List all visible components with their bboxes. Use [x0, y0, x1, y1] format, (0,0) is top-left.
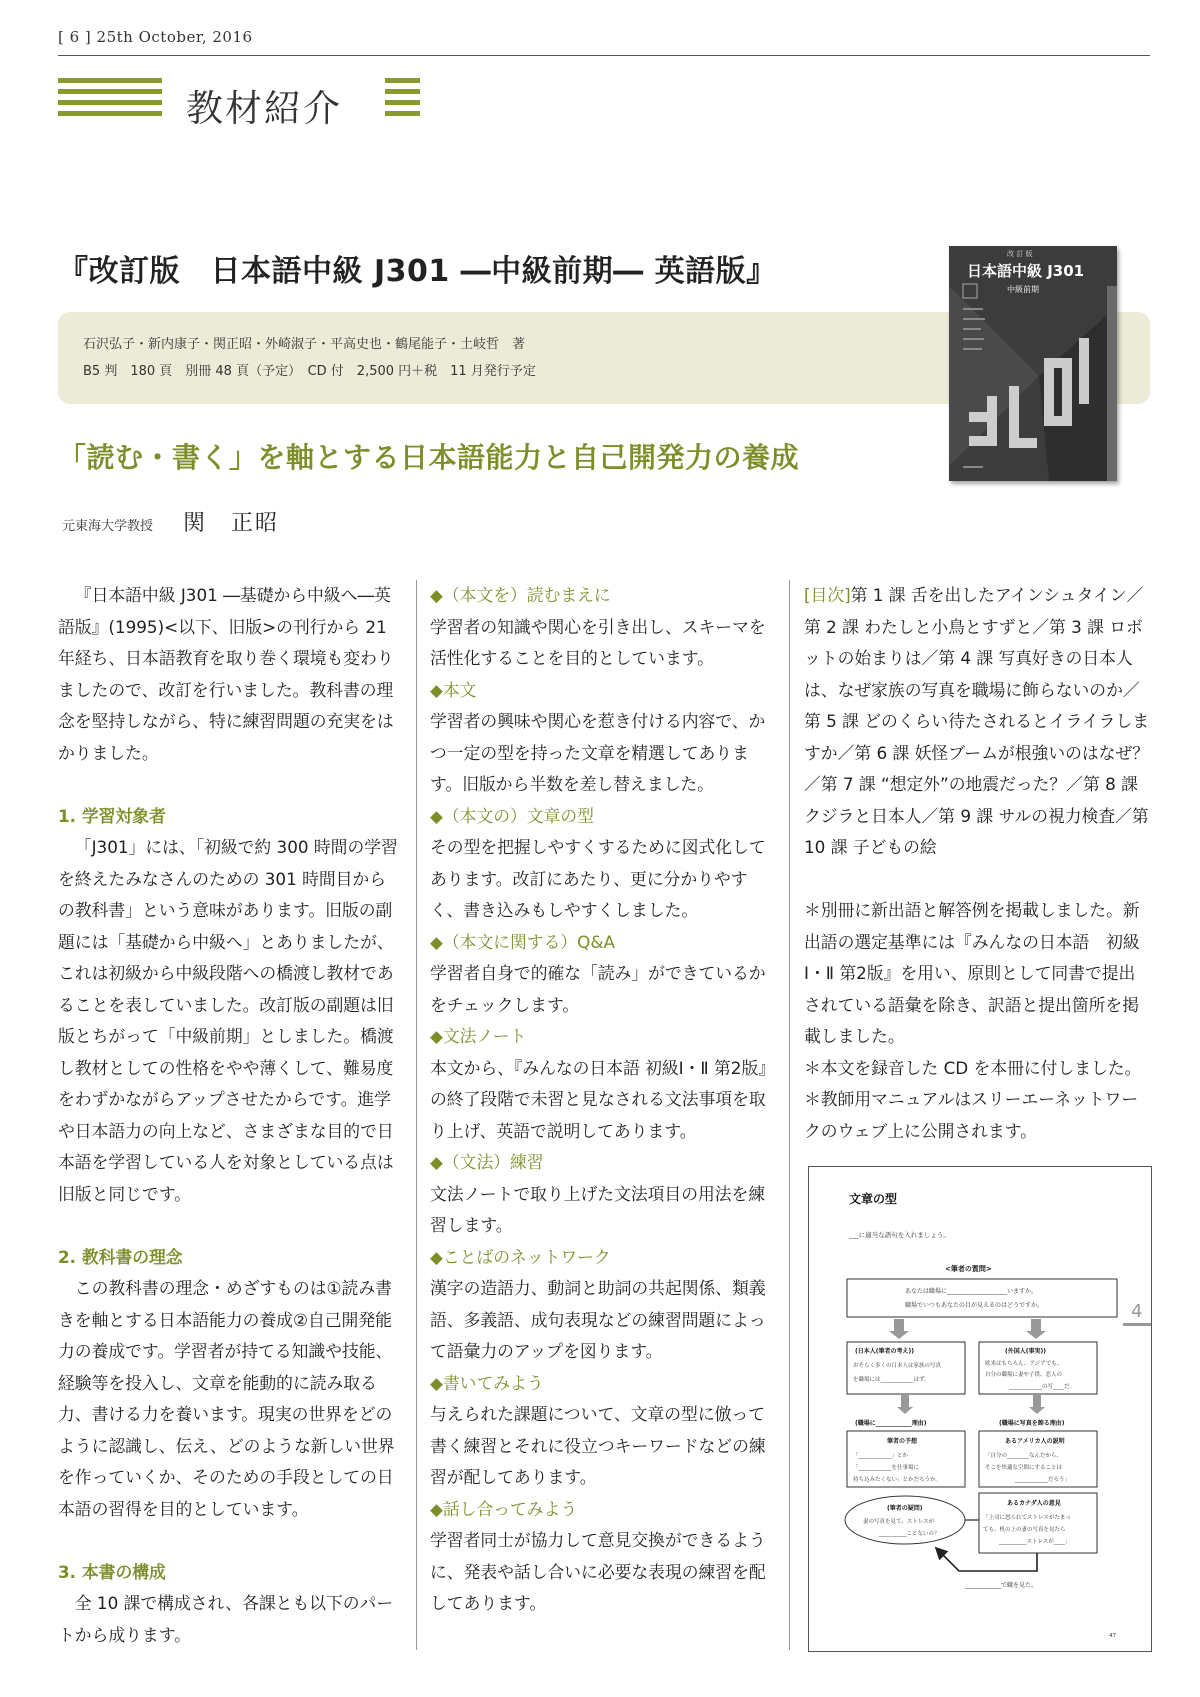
- toc-label: [目次]: [804, 585, 851, 605]
- fig-canadian-line3: __________ストレスが____」: [999, 1539, 1071, 1545]
- part-text-writing: 与えられた課題について、文章の型に倣って書く練習とそれに役立つキーワードなどの練習が配してあります。: [430, 1404, 766, 1487]
- fig-question-title: (筆者の疑問): [887, 1505, 923, 1512]
- fig-mid-right-label: (職場に写真を飾る理由): [999, 1420, 1065, 1427]
- section-title: 教材紹介: [186, 87, 342, 130]
- part-heading-writing: ◆書いてみよう: [430, 1372, 544, 1393]
- part-heading-qa: ◆（本文に関する）Q&A: [430, 931, 615, 952]
- page-folio: [ 6 ] 25th October, 2016: [58, 28, 253, 46]
- fig-page-number: 47: [1109, 1633, 1116, 1639]
- intro-paragraph: 『日本語中級 J301 ―基礎から中級へ―英語版』(1995)<以下、旧版>の刊行から 21 年経ち、日本語教育を取り巻く環境も変わりましたので、改訂を行いました。教科書の理念を堅持しながら、特に練習問題の充実をはかりました。: [58, 585, 394, 763]
- author-name: 関 正昭: [183, 511, 280, 536]
- article-headline: 「読む・書く」を軸とする日本語能力と自己開発力の養成: [58, 441, 800, 474]
- fig-question-line1: 妻の写真を見て、ストレスが: [863, 1519, 935, 1525]
- part-text-text-pattern: その型を把握しやすくするために図式化してあります。改訂にあたり、更に分かりやすく、書き込みもしやすくしました。: [430, 837, 766, 920]
- fig-left-label: (日本人(筆者の考え)): [855, 1348, 914, 1355]
- book-authors: 石沢弘子・新内康子・関正昭・外崎淑子・平高史也・鶴尾能子・土岐哲 著: [83, 337, 526, 352]
- column-divider-2: [789, 580, 790, 1650]
- part-heading-text-pattern: ◆（本文の）文章の型: [430, 805, 594, 826]
- column-3: [804, 580, 1150, 1147]
- title-stripes-right: [385, 78, 420, 122]
- fig-left-line2: を職場には____________はず。: [853, 1377, 930, 1383]
- note-cd: ＊本文を録音した CD を本冊に付しました。: [804, 1057, 1142, 1078]
- fig-right-label: (外国人(事実)): [1005, 1348, 1046, 1355]
- fig-bottom-line: ____________で職を見た。: [965, 1582, 1038, 1589]
- fig-mid-left-label: (職場に____________理由): [855, 1420, 927, 1427]
- fig-author-guess-line1: 「____________」とか: [853, 1453, 909, 1459]
- fig-right-line3: ____________の写____だ。: [1009, 1384, 1076, 1390]
- fig-tab-bar: [1123, 1323, 1151, 1326]
- philosophy-paragraph: この教科書の理念・めざすものは①読み書きを軸とする日本語能力の養成②自己開発能力の養成です。学習者が持てる知識や技能、経験等を投入し、文章を能動的に読み取る力、書ける力を養います。現実の世界をどのように認識し、伝え、どのような新しい世界を作っていくか、そのための手段としての日本語の習得を目的としています。: [58, 1278, 395, 1519]
- fig-top-line1: あなたは職場に____________________いますか。: [905, 1288, 1038, 1295]
- heading-philosophy: 2. 教科書の理念: [58, 1246, 183, 1267]
- fig-american-title: あるアメリカ人の説明: [1005, 1438, 1065, 1445]
- part-text-grammar-practice: 文法ノートで取り上げた文法項目の用法を練習します。: [430, 1183, 766, 1235]
- book-cover-art: [949, 246, 1117, 481]
- fig-american-line1: 「自分の________なんだから、: [985, 1453, 1063, 1459]
- learners-paragraph: 「J301」には、「初級で約 300 時間の学習を終えたみなさんのための 301 時間目からの教科書」という意味があります。旧版の副題には「基礎から中級へ」とありましたが、これは初級から中級段階への橋渡し教材であることを表していました。改訂版の副題は旧版とちがって「中級前期」としました。橋渡し教材としての性格をやや薄くして、難易度をわずかながらアップさせたからです。進学や日本語力の向上など、さまざまな目的で日本語を学習している人を対象としている点は旧版と同じです。: [58, 837, 398, 1204]
- note-teacher-manual: ＊教師用マニュアルはスリーエーネットワークのウェブ上に公開されます。: [804, 1089, 1139, 1141]
- part-heading-grammar-practice: ◆（文法）練習: [430, 1152, 544, 1172]
- table-of-contents: [804, 580, 1150, 864]
- header-rule: [58, 55, 1150, 56]
- fig-top-box: [847, 1279, 1117, 1317]
- fig-author-guess-line2: 「____________を仕事場に: [853, 1465, 920, 1471]
- fig-return-arrow: [937, 1549, 1037, 1571]
- structure-paragraph: 全 10 課で構成され、各課とも以下のパートから成ります。: [58, 1593, 394, 1645]
- fig-down-arrows-2: [897, 1395, 1045, 1414]
- fig-right-line1: 欧米はもちろん、アジアでも、: [985, 1361, 1063, 1367]
- fig-american-line3: ____________だろう」: [1015, 1477, 1071, 1483]
- part-text-main-text: 学習者の興味や関心を惹き付ける内容で、かつ一定の型を持った文章を精選してあります。旧版から半数を差し替えました。: [430, 711, 766, 794]
- author-affiliation: 元東海大学教授: [62, 519, 154, 534]
- part-heading-main-text: ◆本文: [430, 679, 477, 700]
- book-details: B5 判 180 頁 別冊 48 頁（予定） CD 付 2,500 円＋税 11 月発行予定: [83, 364, 536, 379]
- part-text-qa: 学習者自身で的確な「読み」ができているかをチェックします。: [430, 963, 766, 1015]
- fig-top-label: <筆者の質問>: [945, 1265, 992, 1273]
- part-text-discussion: 学習者同士が協力して意見交換ができるように、発表や話し合いに必要な表現の練習を配してあります。: [430, 1530, 766, 1613]
- cover-subtitle: 中級前期: [1007, 285, 1039, 294]
- column-2: [430, 580, 775, 1620]
- column-1: [58, 580, 402, 1651]
- fig-question-line2: __________ことないの？: [879, 1531, 940, 1537]
- part-heading-discussion: ◆話し合ってみよう: [430, 1498, 578, 1519]
- part-heading-before-reading: ◆（本文を）読むまえに: [430, 585, 611, 605]
- fig-american-line2: そこを快適な空間にすることは: [985, 1465, 1063, 1471]
- fig-top-line2: 職場でいつもあなたの目が見えるのはどうですか。: [905, 1302, 1044, 1309]
- sample-page-diagram: [809, 1167, 1151, 1651]
- heading-structure: 3. 本書の構成: [58, 1561, 166, 1582]
- part-heading-grammar-notes: ◆文法ノート: [430, 1026, 527, 1046]
- column-divider-1: [416, 580, 417, 1650]
- sample-page-figure: [808, 1166, 1152, 1652]
- fig-down-arrows: [889, 1319, 1046, 1339]
- fig-right-line2: 自分の職場に妻や子供、恋人の: [985, 1372, 1063, 1378]
- part-heading-word-network: ◆ことばのネットワーク: [430, 1246, 611, 1267]
- heading-learners: 1. 学習対象者: [58, 805, 166, 826]
- fig-canadian-title: あるカナダ人の意見: [1007, 1500, 1061, 1507]
- book-cover-image: [949, 246, 1117, 481]
- fig-title: 文章の型: [849, 1192, 898, 1206]
- note-supplement: ＊別冊に新出語と解答例を掲載しました。新出語の選定基準には『みんなの日本語 初級Ⅰ・Ⅱ 第2版』を用い、原則として同書で提出されている語彙を除き、訳語と提出箇所を掲載しました。: [804, 900, 1140, 1046]
- fig-instruction: ___に適当な語句を入れましょう。: [849, 1231, 950, 1239]
- fig-left-line1: おそらく多くの日本人は家族の写真: [853, 1363, 942, 1369]
- fig-author-guess-line3: 持ち込みたくない」とかだろうか。: [853, 1477, 942, 1483]
- fig-author-guess-title: 筆者の予想: [887, 1438, 918, 1445]
- part-text-before-reading: 学習者の知識や関心を引き出し、スキーマを活性化することを目的としています。: [430, 616, 766, 668]
- title-stripes-left: [58, 78, 162, 122]
- fig-canadian-line2: ても、机の上の妻の写真を見たら: [983, 1527, 1066, 1533]
- fig-canadian-line1: 「上司に怒られてストレスがたまっ: [983, 1515, 1071, 1521]
- cover-small-label: 改 訂 版: [1007, 250, 1033, 258]
- part-text-grammar-notes: 本文から、『みんなの日本語 初級Ⅰ・Ⅱ 第2版』の終了段階で未習と見なされる文法事項を取り上げ、英語で説明してあります。: [430, 1057, 776, 1141]
- cover-title: 日本語中級 J301: [967, 262, 1085, 280]
- toc-body: 第 1 課 舌を出したアインシュタイン／第 2 課 わたしと小鳥とすずと／第 3 課 ロボットの始まりは／第 4 課 写真好きの日本人は、なぜ家族の写真を職場に飾らないのか／第 5 課 どのくらい待たされるとイライラしますか／第 6 課 妖怪ブームが根強いのはなぜ？／第 7 課 “想定外”の地震だった？／第 8 課 クジラと日本人／第 9 課 サルの視力検査／第 10 課 子どもの絵: [804, 585, 1150, 857]
- part-text-word-network: 漢字の造語力、動詞と助詞の共起関係、類義語、多義語、成句表現などの練習問題によって語彙力のアップを図ります。: [430, 1278, 766, 1361]
- fig-tab-number: 4: [1131, 1301, 1143, 1322]
- book-title: 『改訂版 日本語中級 J301 ―中級前期― 英語版』: [58, 254, 777, 289]
